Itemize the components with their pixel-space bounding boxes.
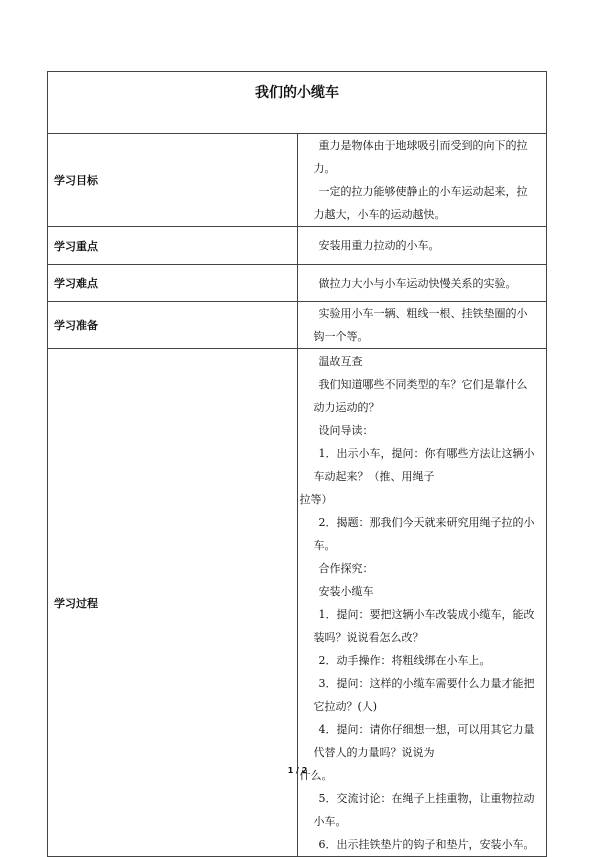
page-number: 1 / 2 [287,766,308,775]
process-line: 2．动手操作：将粗线绑在小车上。 [318,654,491,667]
key-line: 安装用重力拉动的小车。 [318,239,440,252]
difficulty-line: 做拉力大小与小车运动快慢关系的实验。 [318,276,517,290]
process-line: 温故互查 [318,355,363,368]
process-line: 拉等） [299,493,333,506]
process-content [297,349,547,857]
process-line: 设问导读： [318,424,374,437]
process-line: 安装小缆车 [318,585,374,598]
process-line: 4．提问：请你仔细想一想，可以用其它力量代替人的力量吗？说说为 [313,723,535,759]
difficulty-content [297,265,547,302]
process-line: 2．揭题：那我们今天就来研究用绳子拉的小车。 [313,516,535,552]
prep-row [48,302,547,349]
process-line: 合作探究： [318,562,374,575]
key-label: 学习重点 [48,227,298,265]
prep-content [297,302,547,349]
process-line: 我们知道哪些不同类型的车？它们是靠什么动力运动的？ [313,378,528,414]
process-row [48,349,547,857]
goal-row [48,134,547,227]
process-line: 6．出示挂铁垫片的钩子和垫片，安装小车。 [318,838,535,851]
goal-line: 一定的拉力能够使静止的小车运动起来，拉力越大，小车的运动越快。 [313,185,528,221]
process-line: 什么。 [299,769,333,782]
goal-line: 重力是物体由于地球吸引而受到的向下的拉力。 [313,139,528,175]
difficulty-label: 学习难点 [48,265,298,302]
goal-content [297,134,547,227]
process-line: 1．出示小车，提问：你有哪些方法让这辆小车动起来？（推、用绳子 [313,447,535,483]
page-title: 我们的小缆车 [255,85,339,101]
key-row [48,227,547,265]
prep-label: 学习准备 [48,302,298,349]
difficulty-row [48,265,547,302]
lesson-plan-table [47,71,547,857]
key-content [297,227,547,265]
process-lines [299,349,539,856]
prep-line: 实验用小车一辆、粗线一根、挂铁垫圈的小钩一个等。 [313,307,528,343]
title-cell [48,72,547,134]
goal-label: 学习目标 [48,134,298,227]
process-line: 1．提问：要把这辆小车改装成小缆车，能改装吗？说说看怎么改？ [313,608,535,644]
process-line: 3．提问：这样的小缆车需要什么力量才能把它拉动？(人) [313,677,535,713]
process-line: 5．交流讨论：在绳子上挂重物，让重物拉动小车。 [313,792,535,828]
title-row [48,72,547,134]
process-label: 学习过程 [48,349,298,857]
